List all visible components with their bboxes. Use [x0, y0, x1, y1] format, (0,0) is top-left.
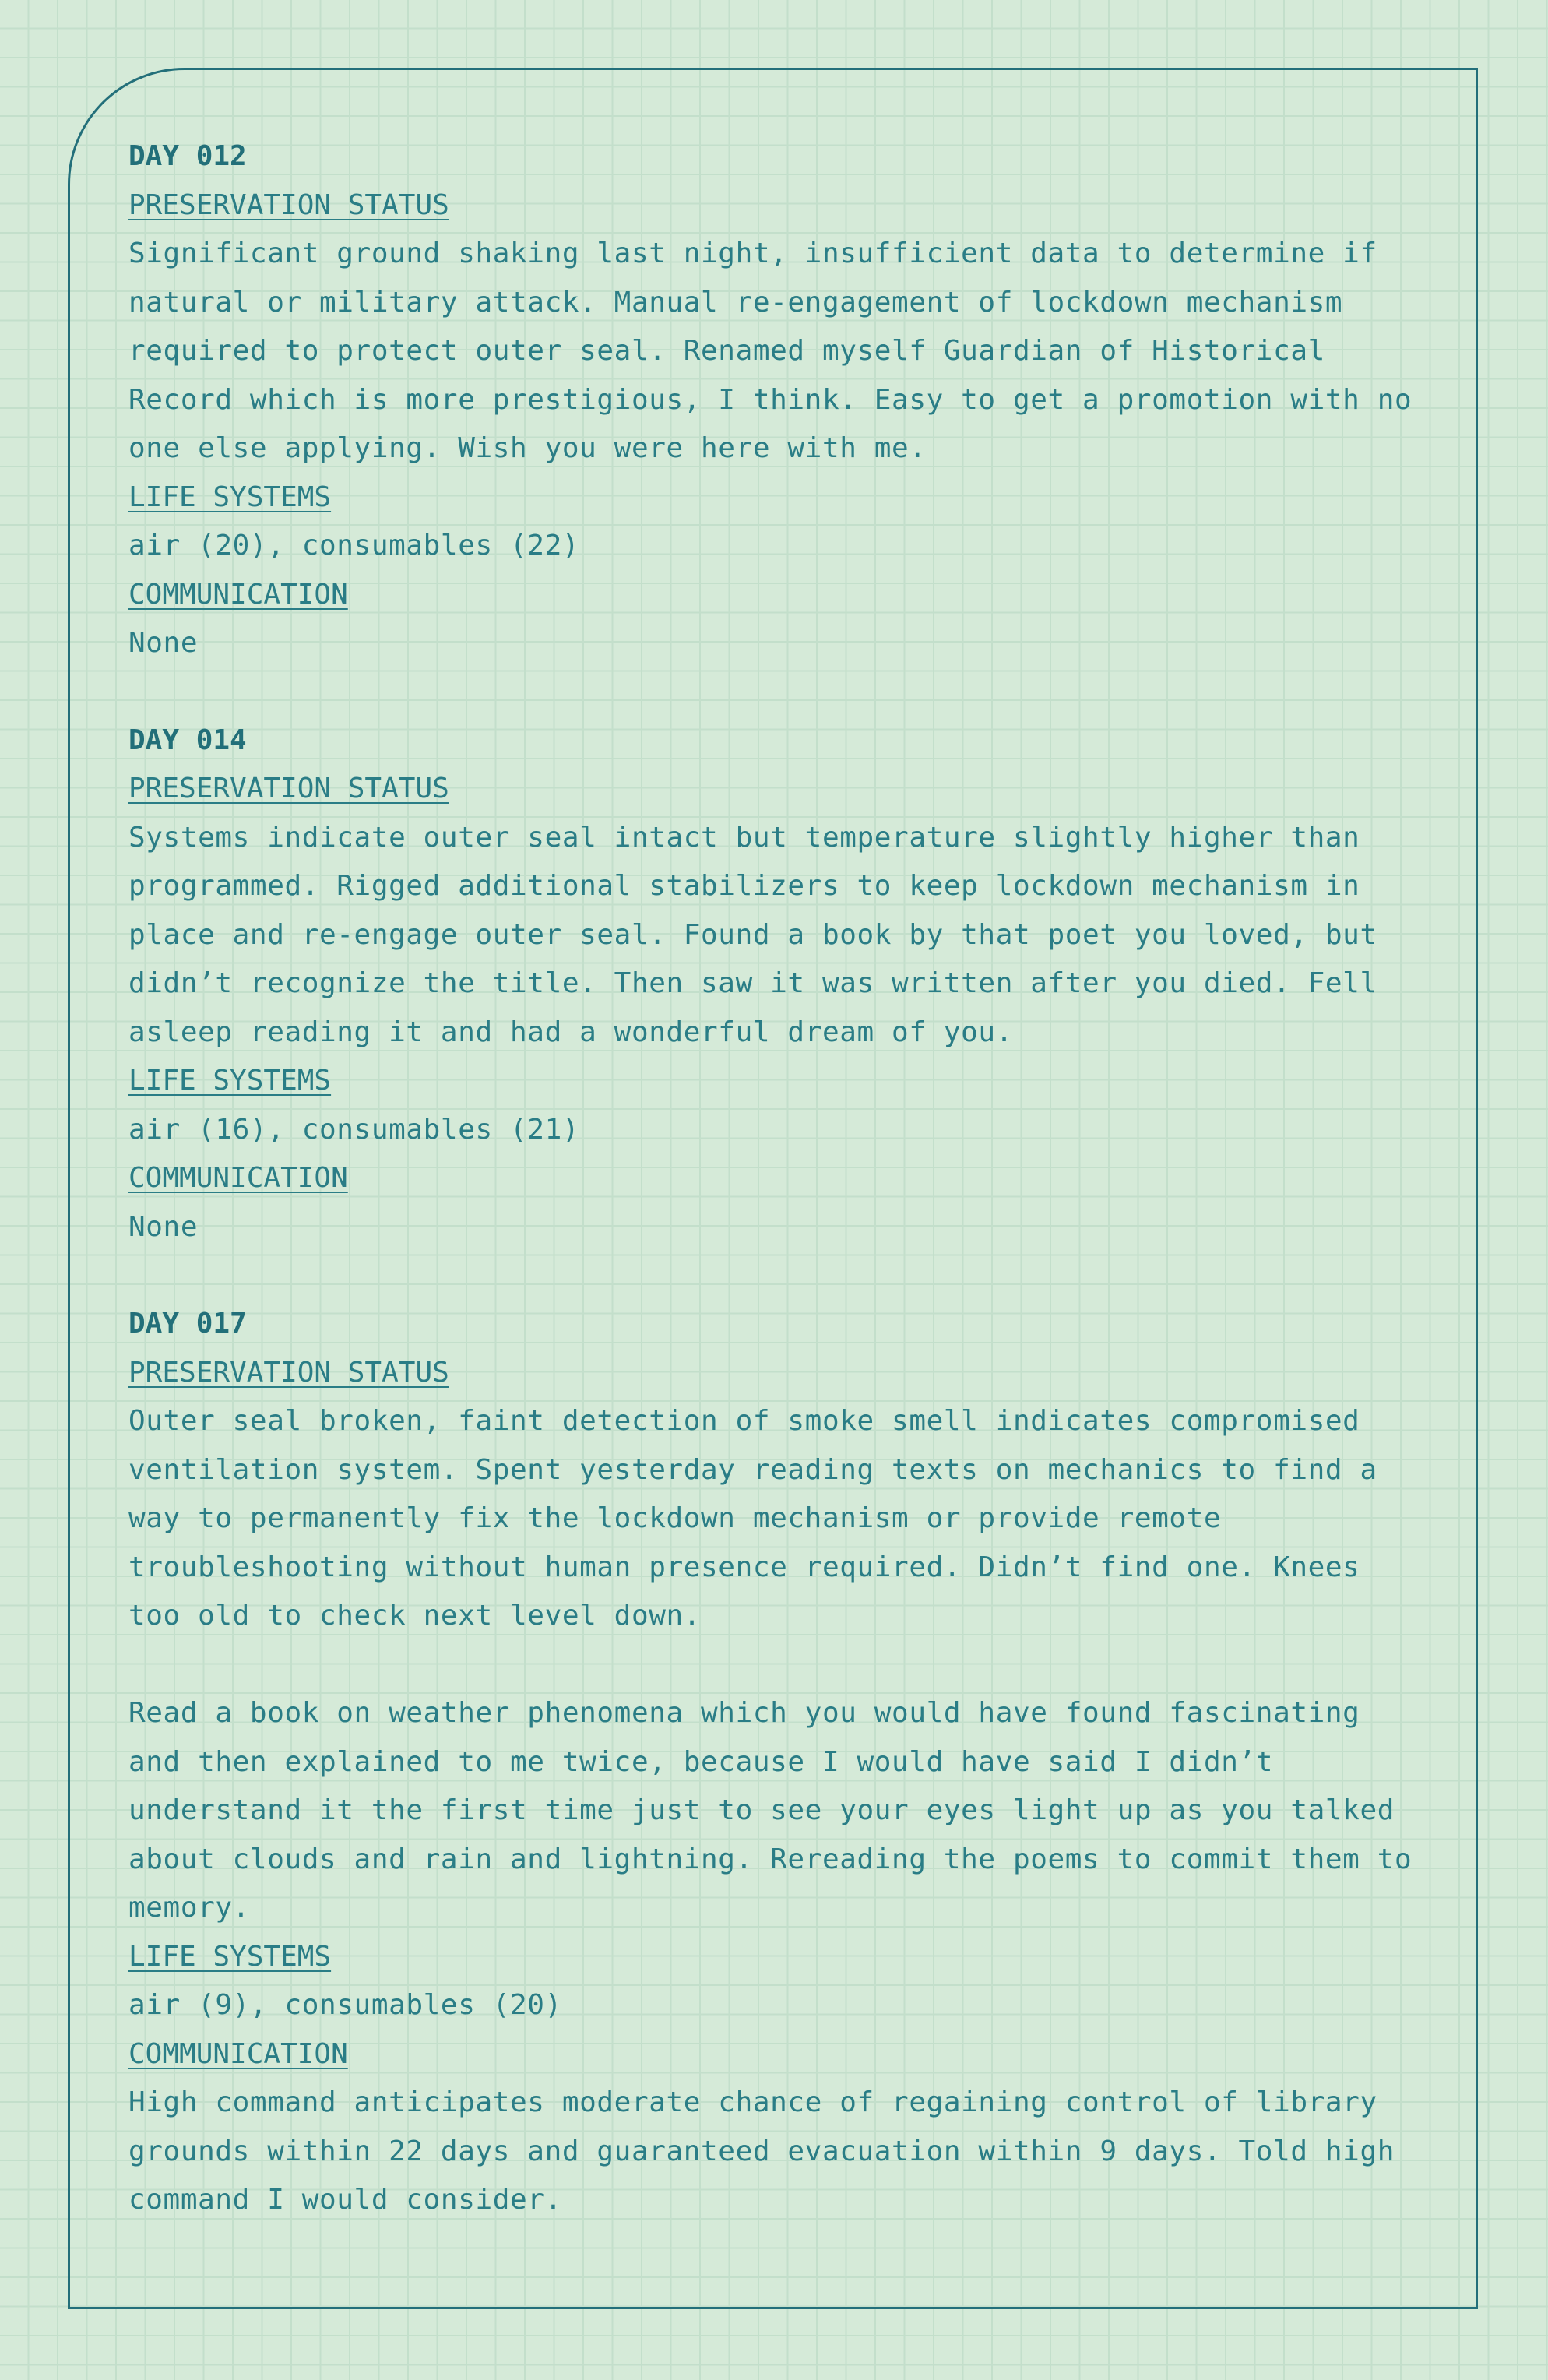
preservation-status-text: Read a book on weather phenomena which you would have found fascinating and then explained to me twice, because I would have said I didn’t understand it the first time just to see your eyes light up as you talked about clouds and rain and lightning. Rereading the poems to commit them to memory. [128, 1697, 1413, 1924]
log-entry-day-017 [128, 1300, 1421, 2225]
life-systems-text: air (9), consumables (20) [128, 1989, 562, 2021]
day-title: DAY 012 [128, 140, 247, 172]
life-systems-heading: LIFE SYSTEMS [128, 1065, 332, 1097]
communication-heading: COMMUNICATION [128, 1162, 348, 1194]
preservation-status-text: Significant ground shaking last night, insufficient data to determine if natural or military attack. Manual re-engagement of lockdown mechanism required to protect outer seal. Renamed myself Guardian of Historical Record which is more prestigious, I think. Easy to get a promotion with no one else applying. Wish you were here with me. [128, 238, 1413, 464]
preservation-status-text: Systems indicate outer seal intact but temperature slightly higher than programmed. Rigged additional stabilizers to keep lockdown mechanism in place and re-engage outer seal. Found a book by that poet you loved, but didn’t recognize the title. Then saw it was written after you died. Fell asleep reading it and had a wonderful dream of you. [128, 821, 1377, 1048]
day-title: DAY 017 [128, 1308, 247, 1340]
life-systems-text: air (16), consumables (21) [128, 1113, 580, 1146]
preservation-status-heading: PRESERVATION STATUS [128, 773, 449, 804]
log-entry-day-014 [128, 716, 1421, 1252]
life-systems-heading: LIFE SYSTEMS [128, 481, 332, 513]
communication-text: None [128, 1210, 199, 1243]
communication-text: None [128, 627, 199, 659]
preservation-status-heading: PRESERVATION STATUS [128, 188, 449, 221]
preservation-status-text: Outer seal broken, faint detection of smoke smell indicates compromised ventilation system. Spent yesterday reading texts on mechanics to find a way to permanently fix the lockdown mechanism or provide remote troubleshooting without human presence required. Didn’t find one. Knees too old to check next level down. [128, 1405, 1377, 1632]
life-systems-text: air (20), consumables (22) [128, 530, 580, 562]
day-title: DAY 014 [128, 724, 247, 756]
communication-heading: COMMUNICATION [128, 2037, 348, 2070]
preservation-status-heading: PRESERVATION STATUS [128, 1356, 449, 1389]
communication-heading: COMMUNICATION [128, 578, 348, 611]
log-entry-day-012 [128, 132, 1421, 668]
life-systems-heading: LIFE SYSTEMS [128, 1940, 332, 1973]
log-card [68, 68, 1478, 2309]
communication-text: High command anticipates moderate chance of regaining control of library grounds within 22 days and guaranteed evacuation within 9 days. Told high command I would consider. [128, 2086, 1395, 2216]
